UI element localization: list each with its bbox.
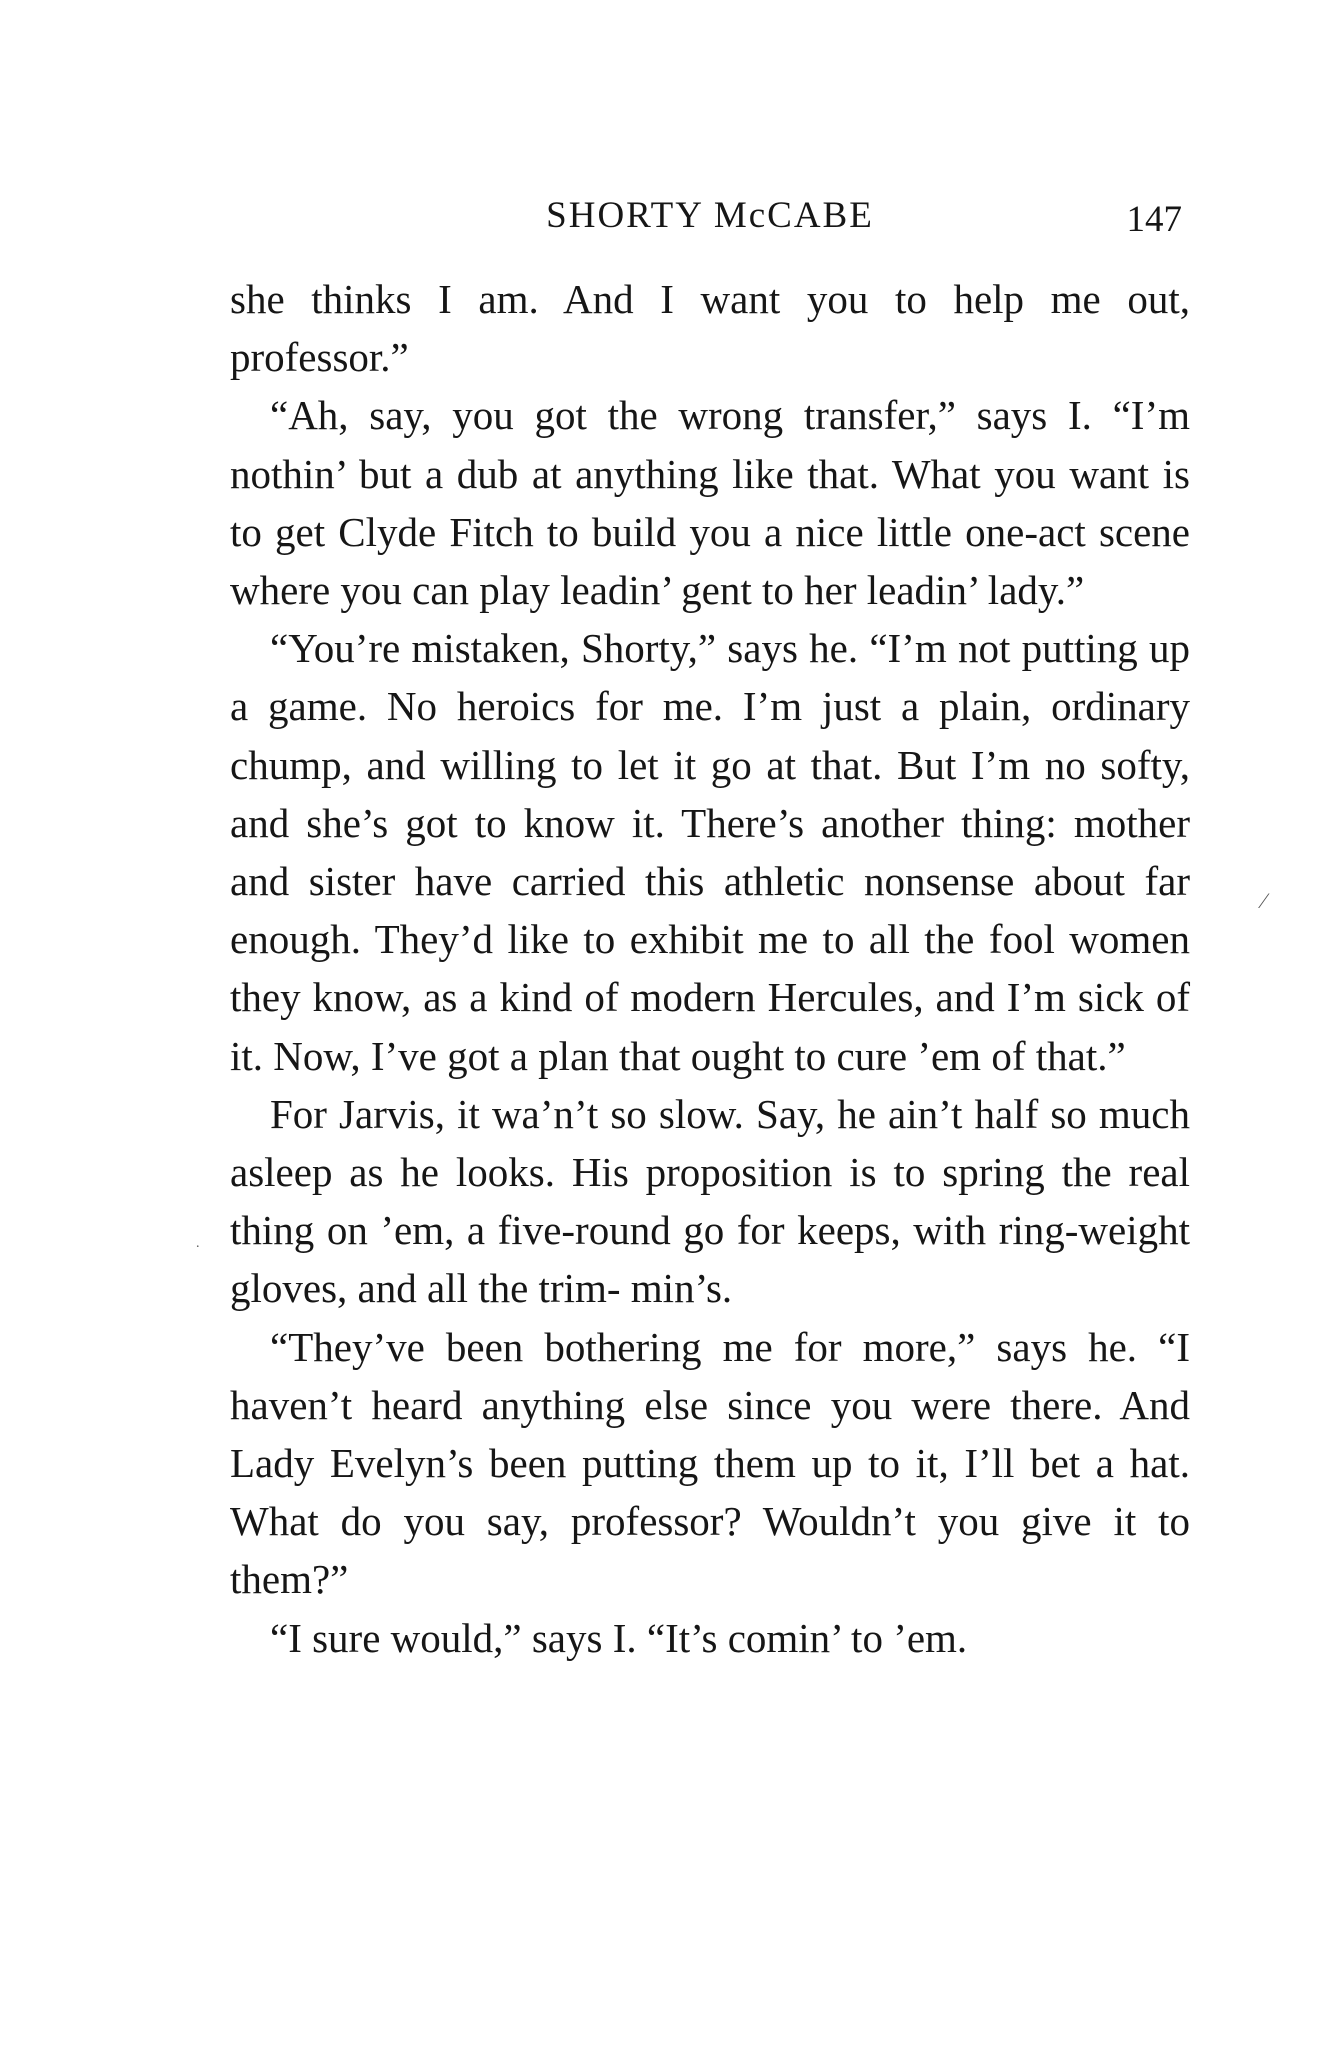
page-number: 147 bbox=[1126, 199, 1182, 240]
paragraph: “They’ve been bothering me for more,” says he. “I haven’t heard anything else since you were there. And Lady Evelyn’s been putting them up to it, I’ll bet a hat. What do you say, professor? Wouldn’t you give it to them?” bbox=[230, 1323, 1190, 1603]
running-title: SHORTY McCABE bbox=[546, 195, 874, 236]
paragraph: For Jarvis, it wa’n’t so slow. Say, he ain’t half so much asleep as he looks. His proposition is to spring the real thing on ’em, a five-round go for keeps, with ring-weight gloves, and all the trim- min’s. bbox=[230, 1090, 1190, 1312]
paragraph: “You’re mistaken, Shorty,” says he. “I’m not putting up a game. No heroics for me. I’m just a plain, ordinary chump, and willing to let it go at that. But I’m no softy, and she’s got to know it. There’s another thing: mother and sister have carried this athletic nonsense about far enough. They’d like to exhibit me to all the fool women they know, as a kind of modern Hercules, and I’m sick of it. Now, I’ve got a plan that ought to cure ’em of that.” bbox=[230, 625, 1190, 1079]
paragraph: “I sure would,” says I. “It’s comin’ to ’em. bbox=[270, 1614, 968, 1661]
running-head bbox=[230, 194, 1190, 244]
paragraph: she thinks I am. And I want you to help me out, professor.” bbox=[230, 276, 1190, 381]
paragraph: “Ah, say, you got the wrong transfer,” says I. “I’m nothin’ but a dub at anything like that. What you want is to get Clyde Fitch to build you a nice little one-act scene where you can play leadin’ gent to her leadin’ lady.” bbox=[230, 392, 1190, 614]
ink-speck: . bbox=[196, 1236, 200, 1251]
ink-speck: ⁄ bbox=[1262, 888, 1266, 913]
body-text bbox=[230, 270, 1190, 1667]
